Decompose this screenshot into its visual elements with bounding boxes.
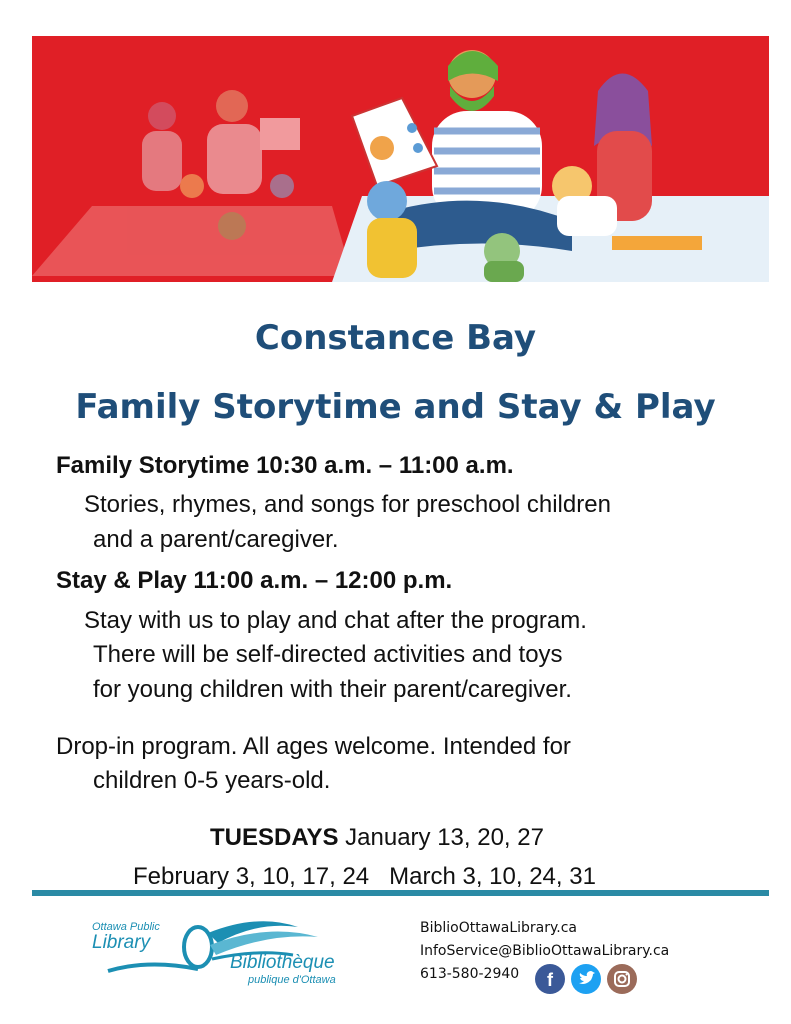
storytime-heading: Family Storytime 10:30 a.m. – 11:00 a.m. bbox=[56, 452, 514, 479]
drop-in-text-line2: children 0-5 years-old. bbox=[93, 767, 331, 794]
drop-in-text-line1: Drop-in program. All ages welcome. Intended for bbox=[56, 733, 571, 760]
contact-website-link[interactable]: BiblioOttawaLibrary.ca bbox=[420, 920, 578, 936]
instagram-icon[interactable] bbox=[607, 964, 637, 994]
schedule-february-march: February 3, 10, 17, 24 March 3, 10, 24, 31 bbox=[133, 863, 596, 890]
page-title-location: Constance Bay bbox=[254, 318, 537, 358]
page-title-program: Family Storytime and Stay & Play bbox=[75, 387, 716, 427]
svg-text:f: f bbox=[547, 970, 553, 990]
library-logo bbox=[88, 915, 378, 995]
footer-divider bbox=[32, 890, 769, 896]
facebook-icon[interactable] bbox=[535, 964, 565, 994]
stay-play-description-line1: Stay with us to play and chat after the program. bbox=[84, 607, 587, 634]
contact-email-link[interactable]: InfoService@BiblioOttawaLibrary.ca bbox=[420, 943, 670, 959]
logo-text-en-small: Ottawa Public bbox=[92, 921, 160, 933]
twitter-icon[interactable] bbox=[571, 964, 601, 994]
family-storytime-illustration bbox=[32, 36, 769, 282]
stay-play-description-line3: for young children with their parent/caregiver. bbox=[93, 676, 572, 703]
schedule-day-label: TUESDAYS bbox=[210, 824, 339, 851]
logo-text-fr-small: publique d'Ottawa bbox=[248, 974, 336, 986]
schedule-january-dates: January 13, 20, 27 bbox=[338, 824, 544, 851]
schedule-january bbox=[210, 824, 544, 852]
logo-text-fr-large: Bibliothèque bbox=[230, 952, 335, 973]
contact-phone: 613-580-2940 bbox=[420, 966, 520, 982]
storytime-description-line1: Stories, rhymes, and songs for preschool children bbox=[84, 491, 611, 518]
banner-illustration bbox=[32, 36, 769, 282]
logo-text-en-large: Library bbox=[92, 932, 151, 953]
stay-play-description-line2: There will be self-directed activities and toys bbox=[93, 641, 563, 668]
storytime-description-line2: and a parent/caregiver. bbox=[93, 526, 339, 553]
stay-play-heading: Stay & Play 11:00 a.m. – 12:00 p.m. bbox=[56, 567, 453, 594]
